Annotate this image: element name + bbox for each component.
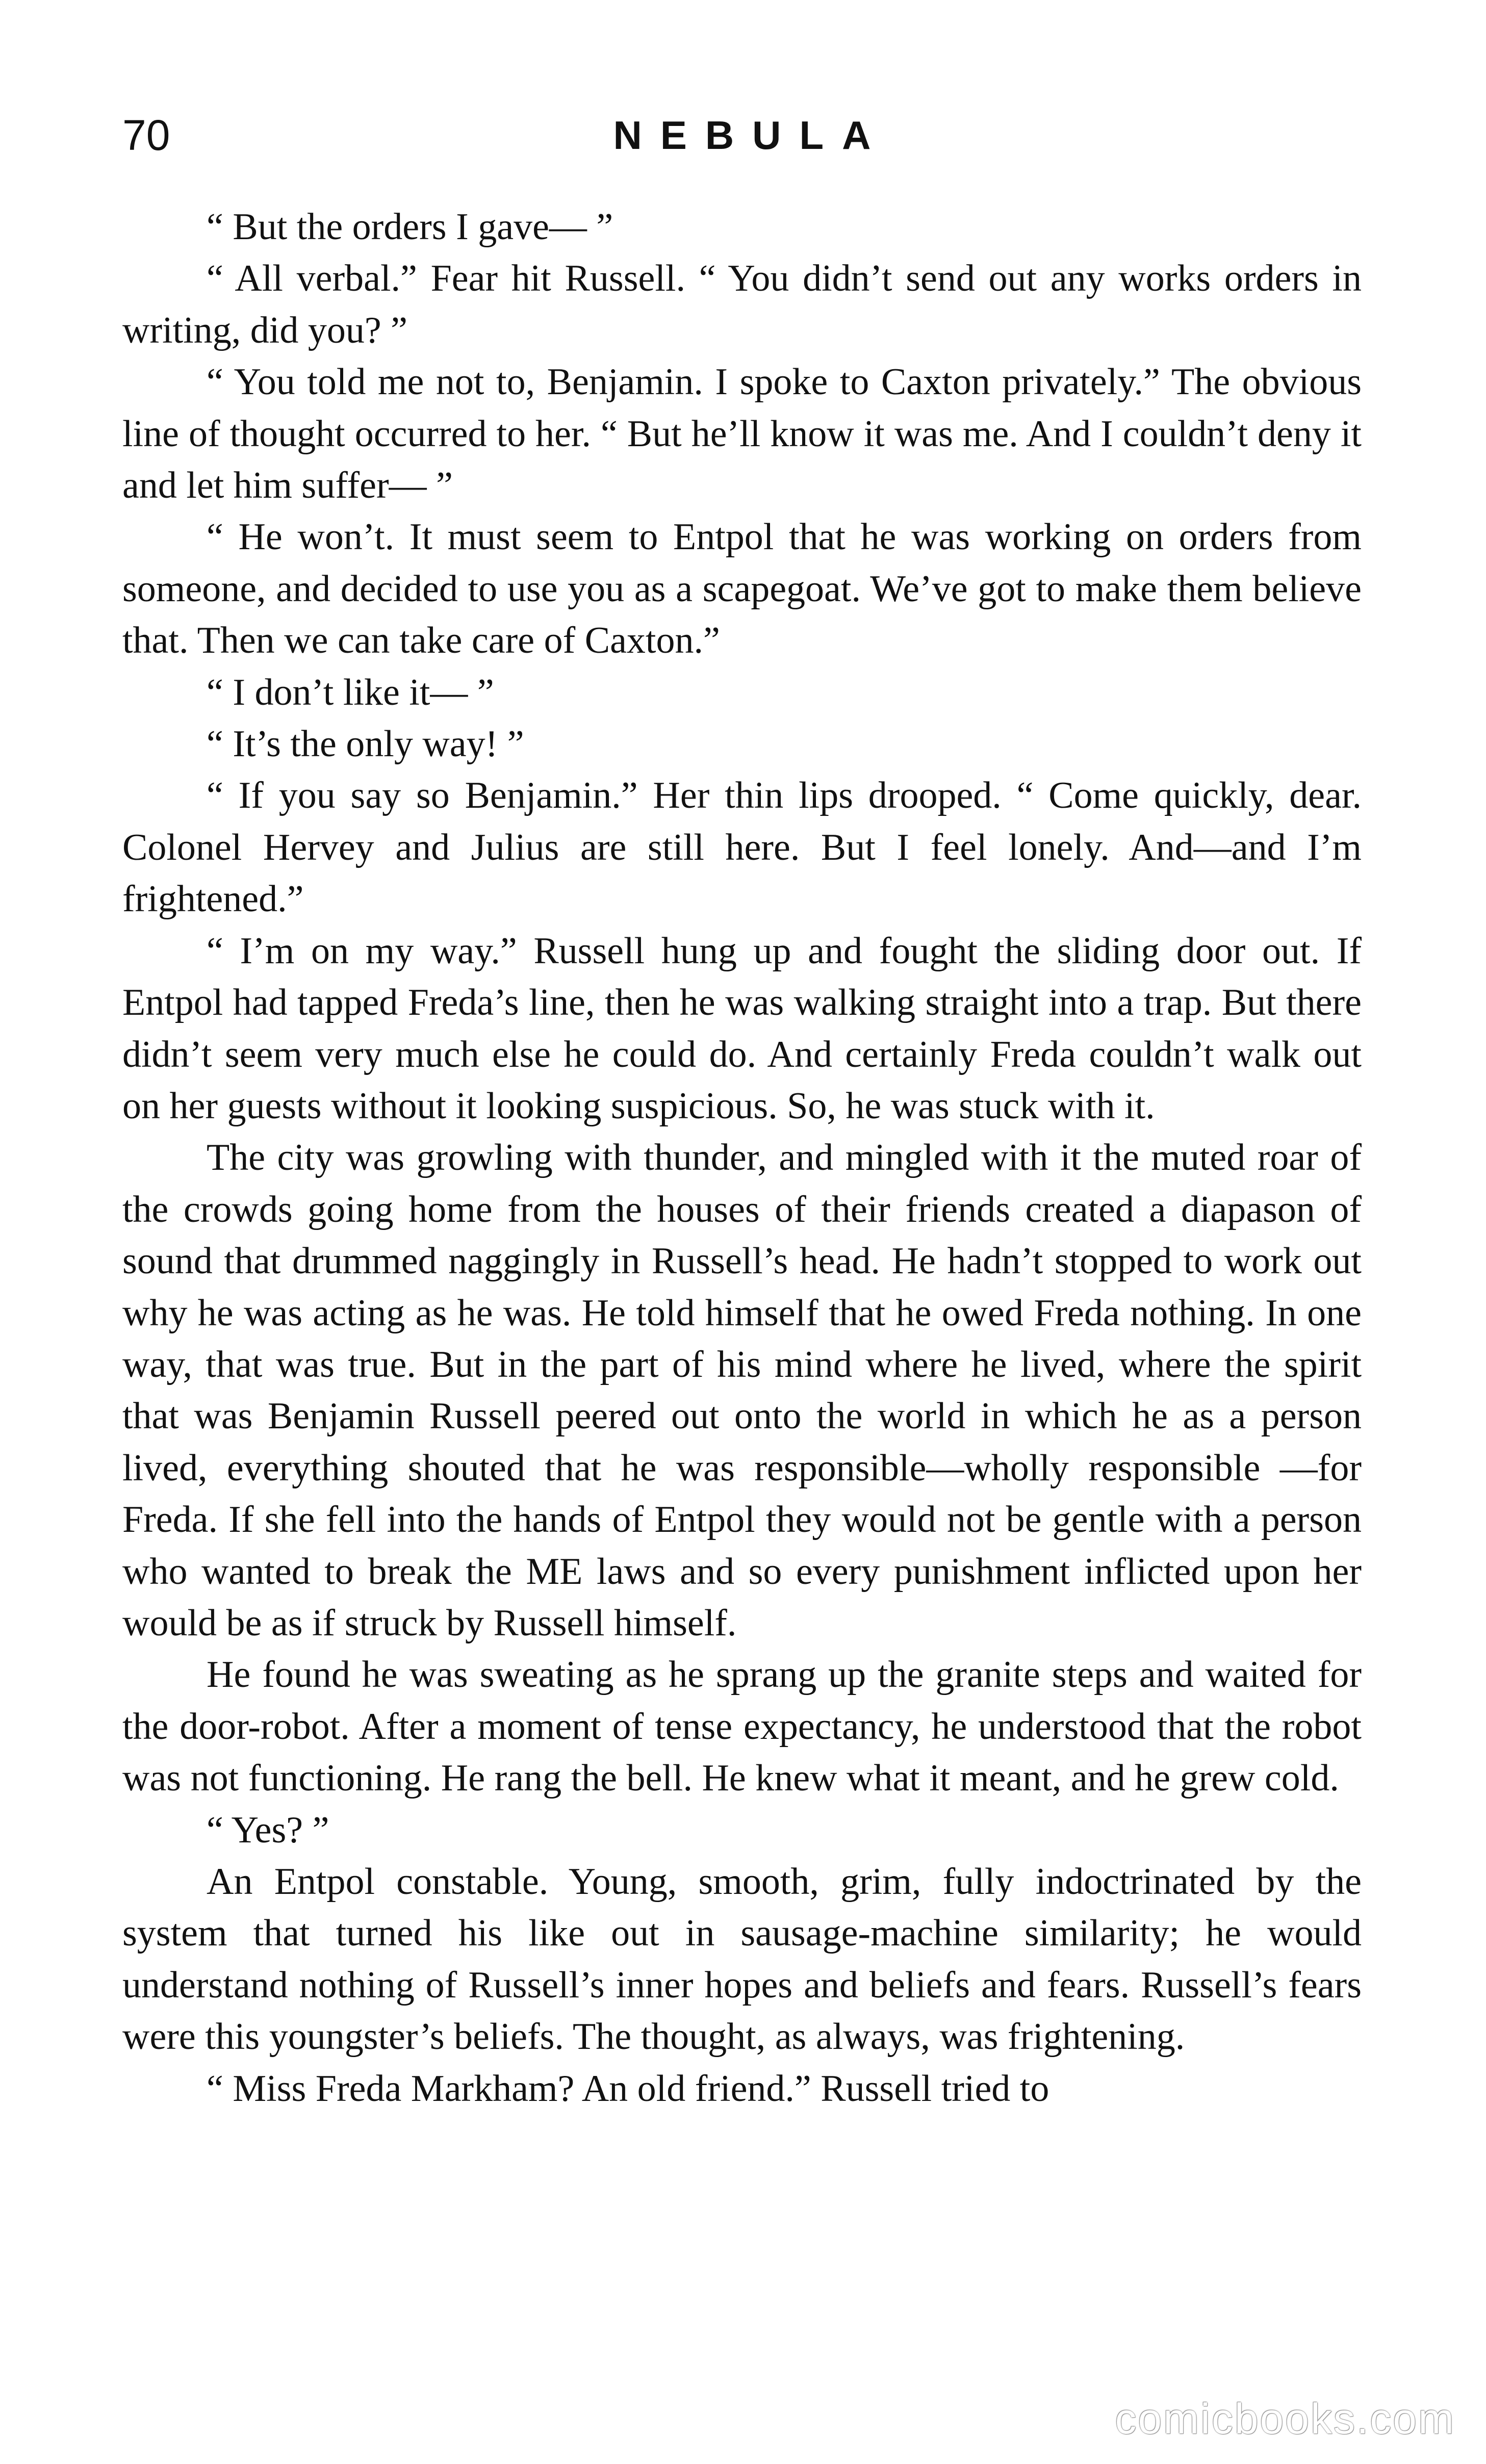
running-title: NEBULA <box>613 113 889 158</box>
paragraph: “ I’m on my way.” Russell hung up and fought the sliding door out. If Entpol had tapped Freda’s line, then he was walking straight into a trap. But there didn’t seem very much else he could do. And certainly Freda couldn’t walk out on her guests without it looking suspicious. So, he was stuck with it. <box>122 930 1362 1127</box>
paragraph: “ But the orders I gave— ” <box>207 206 613 248</box>
paragraph: An Entpol constable. Young, smooth, grim, fully indoctrinated by the system that turned his like out in sausage-machine similarity; he would understand nothing of Russell’s inner hopes and beliefs and fears. Russell’s fears were this youngster’s beliefs. The thought, as always, was frightening. <box>122 1861 1362 2058</box>
paragraph: “ If you say so Benjamin.” Her thin lips drooped. “ Come quickly, dear. Colonel Hervey and Julius are still here. But I feel lonely. And—and I’m frightened.” <box>122 775 1362 920</box>
paragraph: “ All verbal.” Fear hit Russell. “ You didn’t send out any works orders in writing, did you? ” <box>122 258 1362 351</box>
watermark: comicbooks.com <box>1115 2395 1455 2443</box>
paragraph: “ Miss Freda Markham? An old friend.” Russell tried to <box>207 2067 1049 2110</box>
paragraph: “ It’s the only way! ” <box>207 723 524 765</box>
paragraph: “ Yes? ” <box>207 1809 329 1851</box>
page-number: 70 <box>122 111 170 159</box>
paragraph: The city was growling with thunder, and mingled with it the muted roar of the crowds going home from the houses of their friends created a diapason of sound that drummed naggingly in Russell’s head. He hadn’t stopped to work out why he was acting as he was. He told himself that he owed Freda nothing. In one way, that was true. But in the part of his mind where he lived, where the spirit that was Benjamin Russell peered out onto the world in which he as a person lived, everything shouted that he was responsible—wholly responsible —for Freda. If she fell into the hands of Entpol they would not be gentle with a person who wanted to break the ME laws and so every punishment inflicted upon her would be as if struck by Russell himself. <box>122 1137 1362 1644</box>
paragraph: “ He won’t. It must seem to Entpol that he was working on orders from someone, and decided to use you as a scapegoat. We’ve got to make them believe that. Then we can take care of Caxton.” <box>122 516 1362 662</box>
page-header <box>122 102 1362 168</box>
paragraph: “ I don’t like it— ” <box>207 671 494 713</box>
paragraph: He found he was sweating as he sprang up the granite steps and waited for the door-robot. After a moment of tense expectancy, he understood that the robot was not functioning. He rang the bell. He knew what it meant, and he grew cold. <box>122 1654 1362 1800</box>
body-text <box>122 201 1362 2115</box>
paragraph: “ You told me not to, Benjamin. I spoke to Caxton privately.” The obvious line of thought occurred to her. “ But he’ll know it was me. And I couldn’t deny it and let him suffer— ” <box>122 361 1362 507</box>
